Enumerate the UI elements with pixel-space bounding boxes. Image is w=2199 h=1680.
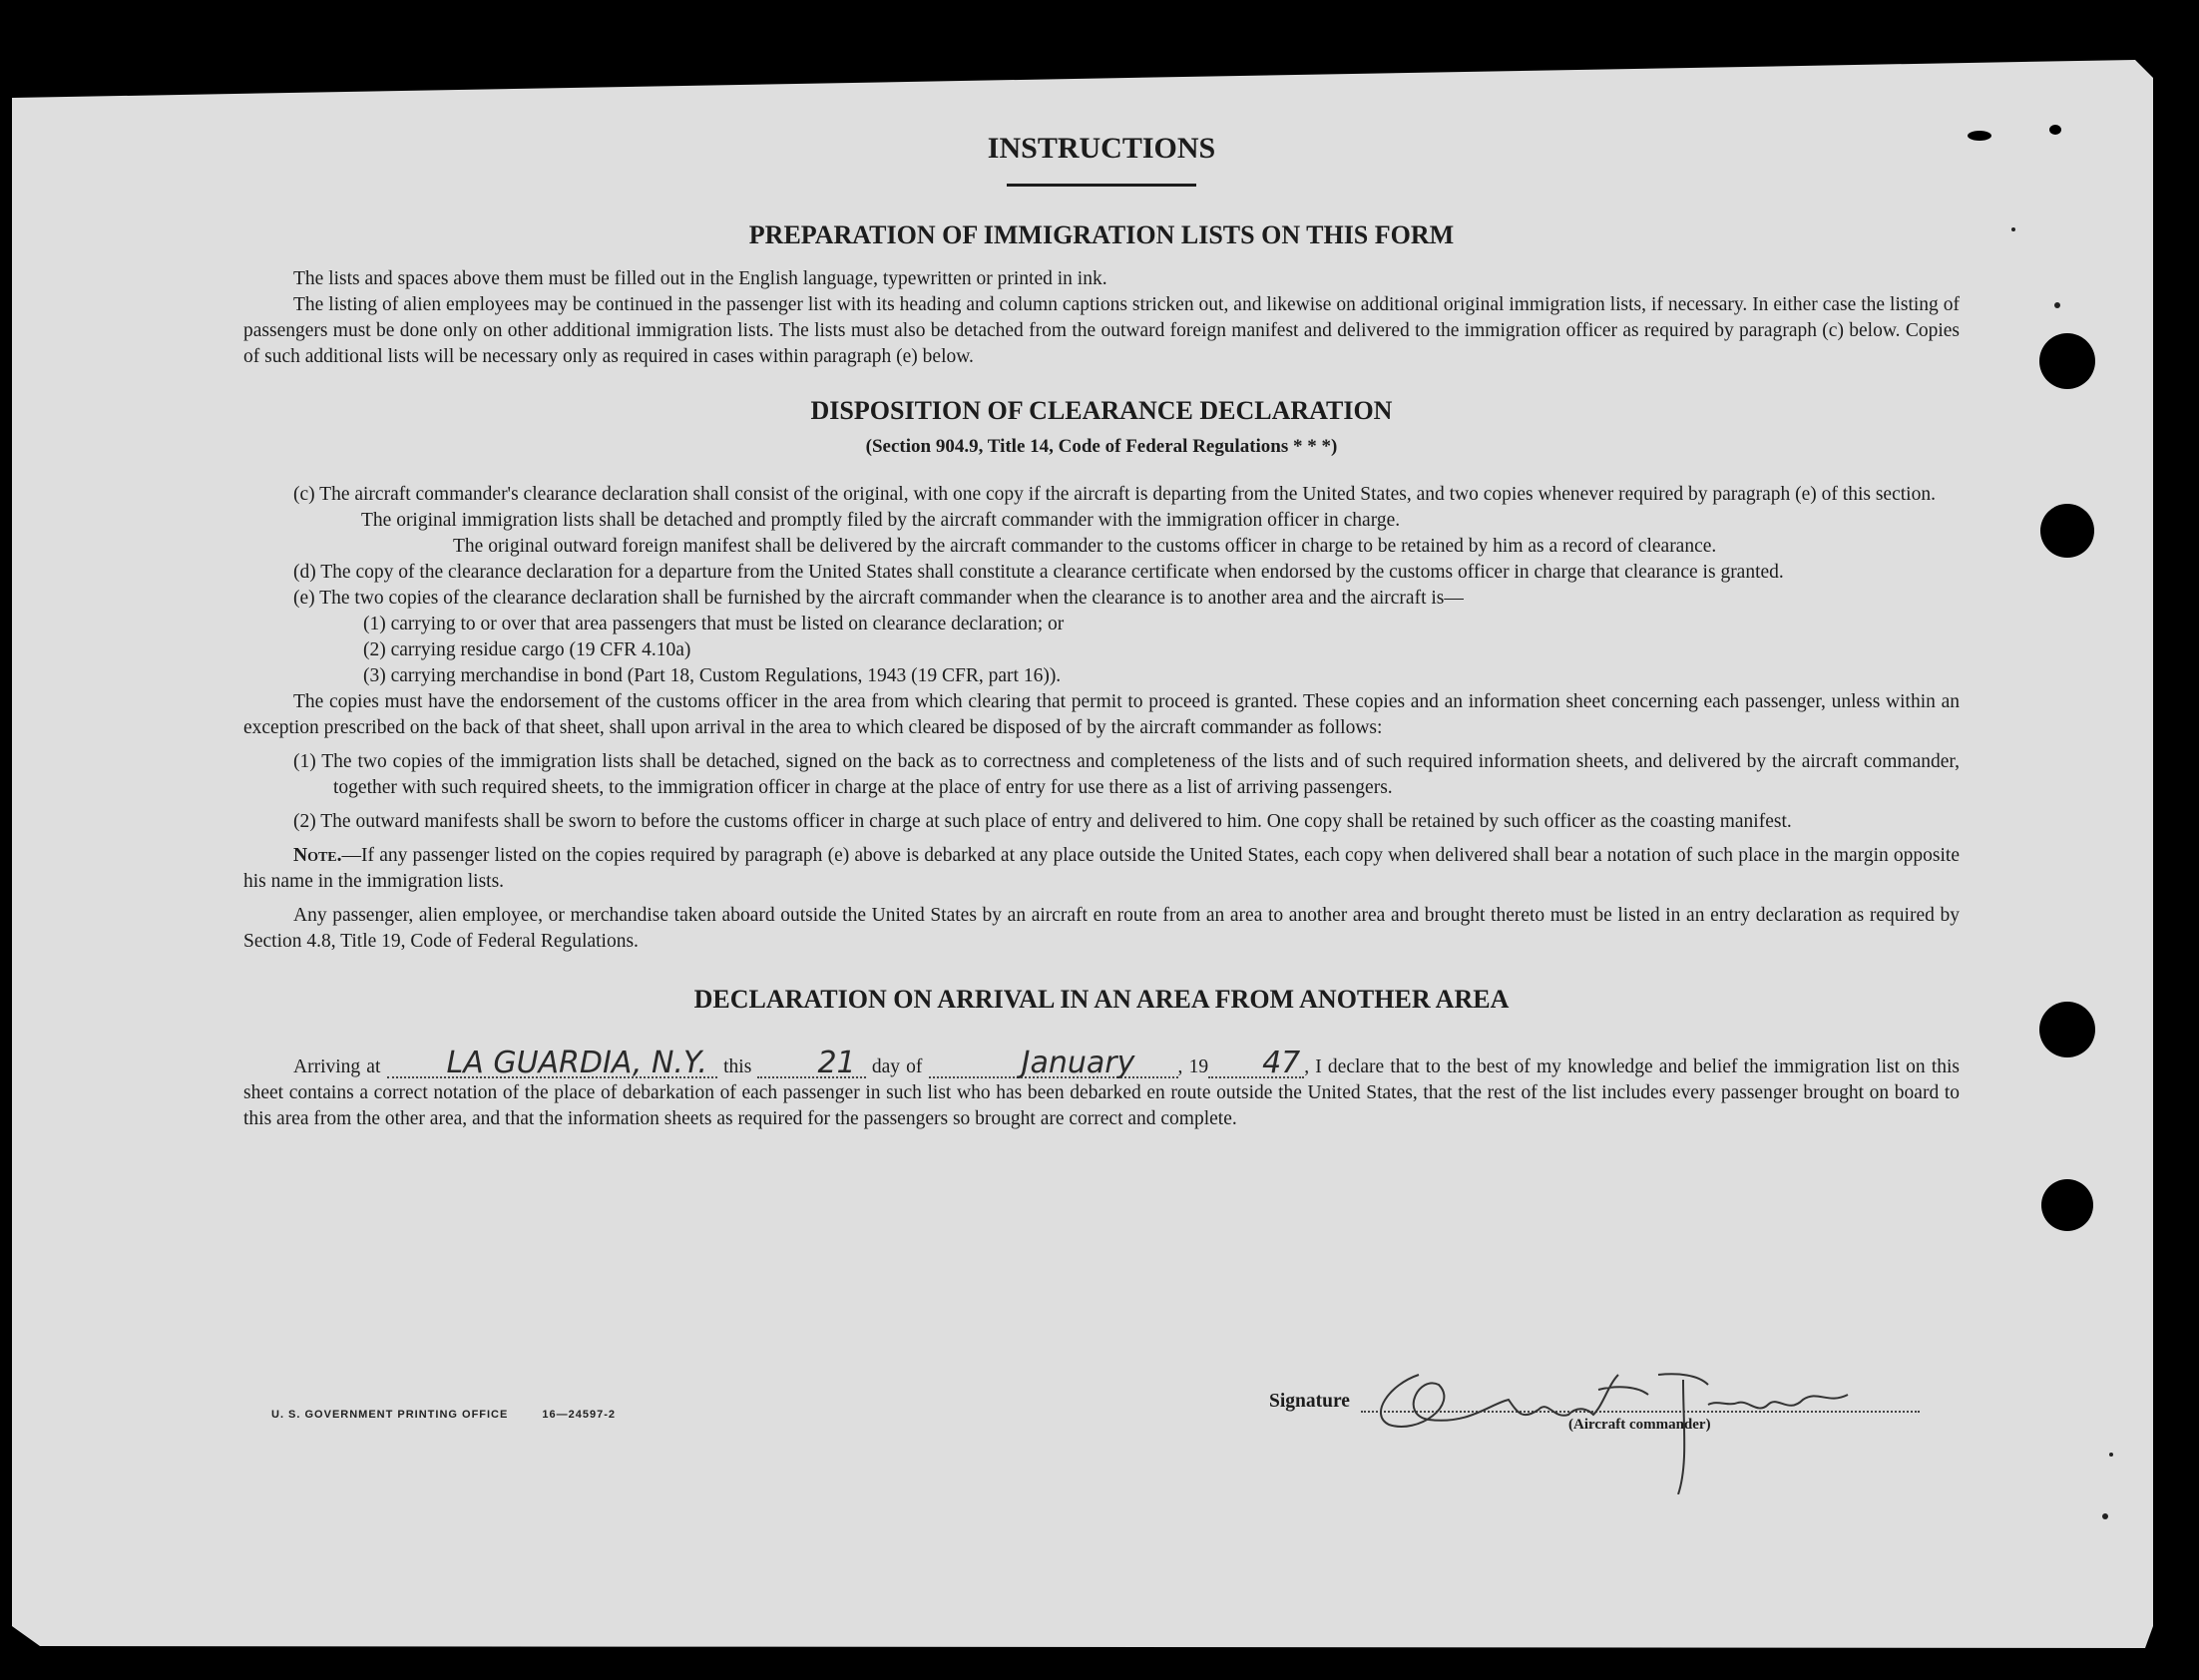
form-number: 16—24597-2 (542, 1409, 617, 1421)
declaration-text: , I declare that to the best of my knowledge and belief the immigration list on this sheet contains a correct notation of the place of debarkation of each passenger in such list who has been debarked en route outside the United States, that the rest of the list includes every passenger brought on board to this area from the other area, and that the information sheets as required for the passengers so brought are correct and complete. (243, 1055, 1961, 1129)
arrival-place-field[interactable]: LA GUARDIA, N.Y. (387, 1050, 717, 1078)
note-label: Note. (293, 845, 342, 866)
paragraph-e: (e) The two copies of the clearance declaration shall be furnished by the aircraft commander when the clearance is to another area and the aircraft is— (293, 588, 1464, 609)
punch-hole (2039, 1002, 2095, 1057)
paragraph-copies: The copies must have the endorsement of the customs officer in the area from which clearing that permit to proceed is granted. These copies and an information sheet concerning each passenger, unless within an exception prescribed on the back of that sheet, shall upon arrival in the area to which cleared be disposed of by the aircraft commander as follows: (243, 691, 1960, 738)
paragraph-c-immigration-lists: The original immigration lists shall be detached and promptly filed by the aircraft commander with the immigration officer in charge. (361, 510, 1401, 531)
paragraph-any-passenger: Any passenger, alien employee, or merchandise taken aboard outside the United States by an aircraft en route from an area to another area and brought thereto must be listed in an entry declaration as required by Section 4.8, Title 19, Code of Federal Regulations. (243, 905, 1960, 952)
title-underline (1007, 184, 1196, 187)
year-prefix: 19 (1188, 1055, 1209, 1077)
paragraph-alien-employees: The listing of alien employees may be continued in the passenger list with its heading and column captions stricken out, and likewise on additional original immigration lists, if necessary. In either case the listing of passengers must be done only on other additional immigration lists. The lists must also be detached from the outward foreign manifest and delivered to the immigration officer as required by paragraph (c) below. Copies of such additional lists will be necessary only as required in cases within paragraph (e) below. (243, 294, 1960, 367)
list-item-e3: (3) carrying merchandise in bond (Part 18, Custom Regulations, 1943 (19 CFR, part 16)). (363, 665, 1062, 686)
section-heading-preparation: PREPARATION OF IMMIGRATION LISTS ON THIS FORM (748, 220, 1455, 249)
list-item-e1: (1) carrying to or over that area passengers that must be listed on clearance declaration; or (363, 614, 1065, 634)
section-heading-declaration: DECLARATION ON ARRIVAL IN AN AREA FROM ANOTHER AREA (693, 985, 1510, 1014)
document-title: INSTRUCTIONS (987, 132, 1216, 165)
punch-hole (2041, 1179, 2093, 1231)
note-text: —If any passenger listed on the copies required by paragraph (e) above is debarked at any place outside the United States, each copy when delivered shall bear a notation of such place in the margin opposite his name in the immigration lists. (243, 845, 1960, 892)
arriving-at-label: Arriving at (293, 1055, 381, 1077)
signature-caption: (Aircraft commander) (1568, 1417, 1711, 1433)
print-footer (271, 1409, 646, 1421)
paragraph-d: (d) The copy of the clearance declaration for a departure from the United States shall constitute a clearance certificate when endorsed by the customs officer in charge that clearance is granted. (293, 562, 1784, 583)
arrival-day-field[interactable]: 21 (757, 1050, 865, 1078)
punch-hole (2040, 504, 2094, 558)
list-item-f1: (1) The two copies of the immigration lists shall be detached, signed on the back as to correctness and completeness of the lists and of such required information sheets, and delivered by the aircraft commander, together with such required sheets, to the immigration officer in charge at the place of entry for use there as a list of arriving passengers. (293, 751, 1960, 798)
paragraph-c: (c) The aircraft commander's clearance declaration shall consist of the original, with one copy if the aircraft is departing from the United States, and two copies whenever required by paragraph (e) of this section. (293, 484, 1936, 505)
signature-block (1269, 1365, 1948, 1445)
list-item-e2: (2) carrying residue cargo (19 CFR 4.10a) (363, 639, 691, 660)
section-heading-disposition: DISPOSITION OF CLEARANCE DECLARATION (810, 396, 1393, 425)
paragraph-lists-language: The lists and spaces above them must be filled out in the English language, typewritten or printed in ink. (293, 268, 1107, 289)
document-body (243, 122, 1960, 1151)
list-item-f2: (2) The outward manifests shall be sworn to before the customs officer in charge at such place of entry and delivered to him. One copy shall be retained by such officer as the coasting manifest. (293, 811, 1792, 832)
arrival-month-field[interactable]: January (929, 1050, 1178, 1078)
this-label: this (723, 1055, 752, 1077)
declaration-paragraph: Arriving at LA GUARDIA, N.Y. this 21 day of January , 19 47 , I declare that to the best of my knowledge and belief the immigration list on this sheet contains a correct notation of the place of debarkation of each passenger in such list who has been debarked en route outside the United States, that the rest of the list includes every passenger brought on board to this area from the other area, and that the information sheets as required for the passengers so brought are correct and complete. (243, 1045, 1961, 1129)
punch-hole (2039, 333, 2095, 389)
signature-label: Signature (1269, 1391, 1350, 1412)
section-citation: (Section 904.9, Title 14, Code of Federal Regulations * * *) (865, 436, 1338, 457)
paragraph-note (243, 843, 1960, 895)
day-of-label: day of (871, 1055, 923, 1077)
paragraph-c-outward-manifest: The original outward foreign manifest shall be delivered by the aircraft commander to the customs officer in charge to be retained by him as a record of clearance. (453, 536, 1717, 557)
printer-imprint: U. S. GOVERNMENT PRINTING OFFICE (271, 1409, 509, 1421)
arrival-year-field[interactable]: 47 (1208, 1050, 1304, 1078)
